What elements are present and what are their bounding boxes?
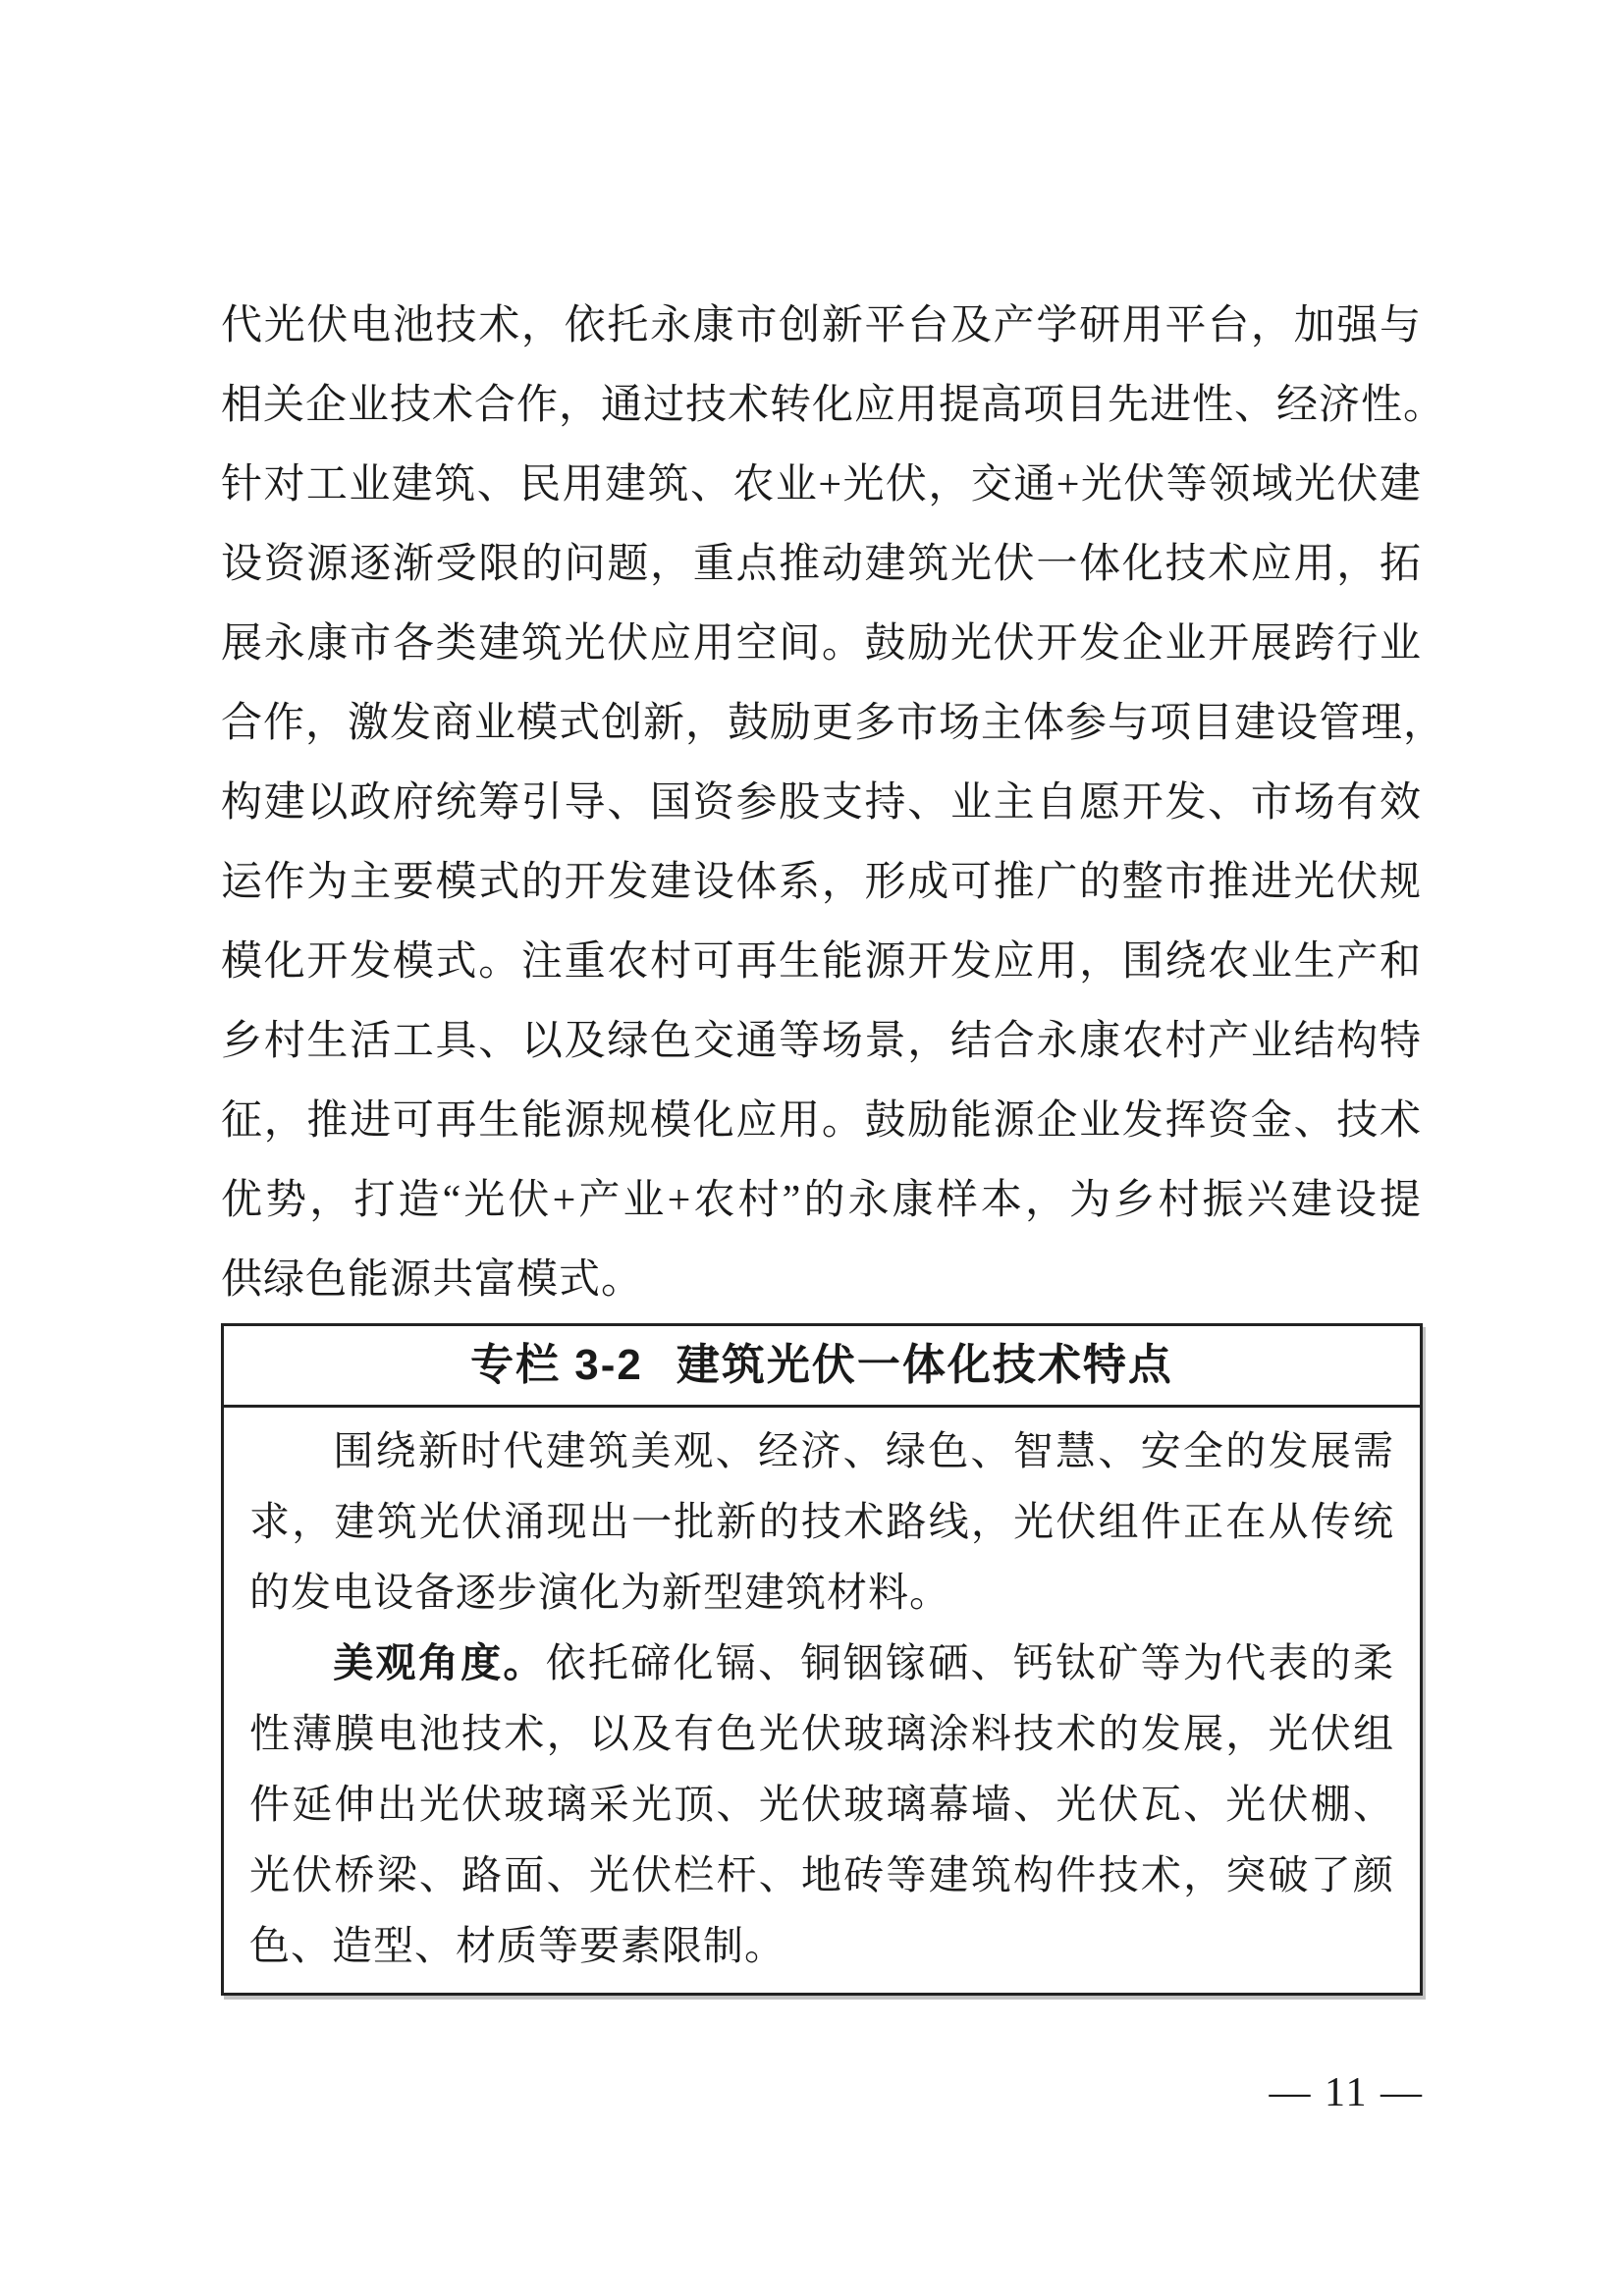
body-line: 征，推进可再生能源规模化应用。鼓励能源企业发挥资金、技术 — [221, 1098, 1422, 1144]
body-line: 乡村生活工具、以及绿色交通等场景，结合永康农村产业结构特 — [221, 1019, 1422, 1064]
callout-box-title-text: 建筑光伏一体化技术特点 — [676, 1341, 1173, 1389]
callout-box-line: 的发电设备逐步演化为新型建筑材料。 — [249, 1570, 950, 1615]
callout-box-line: 光伏桥梁、路面、光伏栏杆、地砖等建筑构件技术，突破了颜 — [249, 1852, 1394, 1897]
callout-box-line: 件延伸出光伏玻璃采光顶、光伏玻璃幕墙、光伏瓦、光伏棚、 — [249, 1782, 1394, 1827]
body-line: 运作为主要模式的开发建设体系，形成可推广的整市推进光伏规 — [221, 860, 1422, 905]
page-number: — 11 — — [1269, 2070, 1424, 2115]
callout-box-content — [224, 1408, 1420, 1993]
body-line: 展永康市各类建筑光伏应用空间。鼓励光伏开发企业开展跨行业 — [221, 621, 1422, 667]
body-paragraph — [221, 287, 1446, 1320]
callout-box-title — [224, 1326, 1420, 1408]
body-line: 优势，打造“光伏+产业+农村”的永康样本，为乡村振兴建设提 — [221, 1178, 1422, 1223]
body-line: 合作，激发商业模式创新，鼓励更多市场主体参与项目建设管理， — [221, 701, 1446, 746]
bold-lead-text: 美观角度。 — [332, 1640, 546, 1685]
callout-box-line: 围绕新时代建筑美观、经济、绿色、智慧、安全的发展需 — [332, 1428, 1394, 1473]
body-line: 设资源逐渐受限的问题，重点推动建筑光伏一体化技术应用，拓 — [221, 542, 1422, 587]
body-line: 针对工业建筑、民用建筑、农业+光伏，交通+光伏等领域光伏建 — [221, 462, 1422, 507]
body-line: 代光伏电池技术，依托永康市创新平台及产学研用平台，加强与 — [221, 303, 1422, 348]
body-line: 模化开发模式。注重农村可再生能源开发应用，围绕农业生产和 — [221, 939, 1422, 985]
body-line: 相关企业技术合作，通过技术转化应用提高项目先进性、经济性。 — [221, 383, 1446, 428]
body-line: 构建以政府统筹引导、国资参股支持、业主自愿开发、市场有效 — [221, 780, 1422, 826]
callout-box-line: 美观角度。依托碲化镉、铜铟镓硒、钙钛矿等为代表的柔 — [332, 1640, 1395, 1685]
callout-box-line: 求，建筑光伏涌现出一批新的技术路线，光伏组件正在从传统 — [249, 1499, 1394, 1544]
callout-box — [221, 1323, 1423, 1996]
body-line: 供绿色能源共富模式。 — [221, 1257, 644, 1303]
callout-box-line: 色、造型、材质等要素限制。 — [249, 1923, 785, 1968]
callout-box-title-number: 专栏 3-2 — [470, 1341, 643, 1389]
callout-box-line: 性薄膜电池技术，以及有色光伏玻璃涂料技术的发展，光伏组 — [249, 1711, 1394, 1756]
